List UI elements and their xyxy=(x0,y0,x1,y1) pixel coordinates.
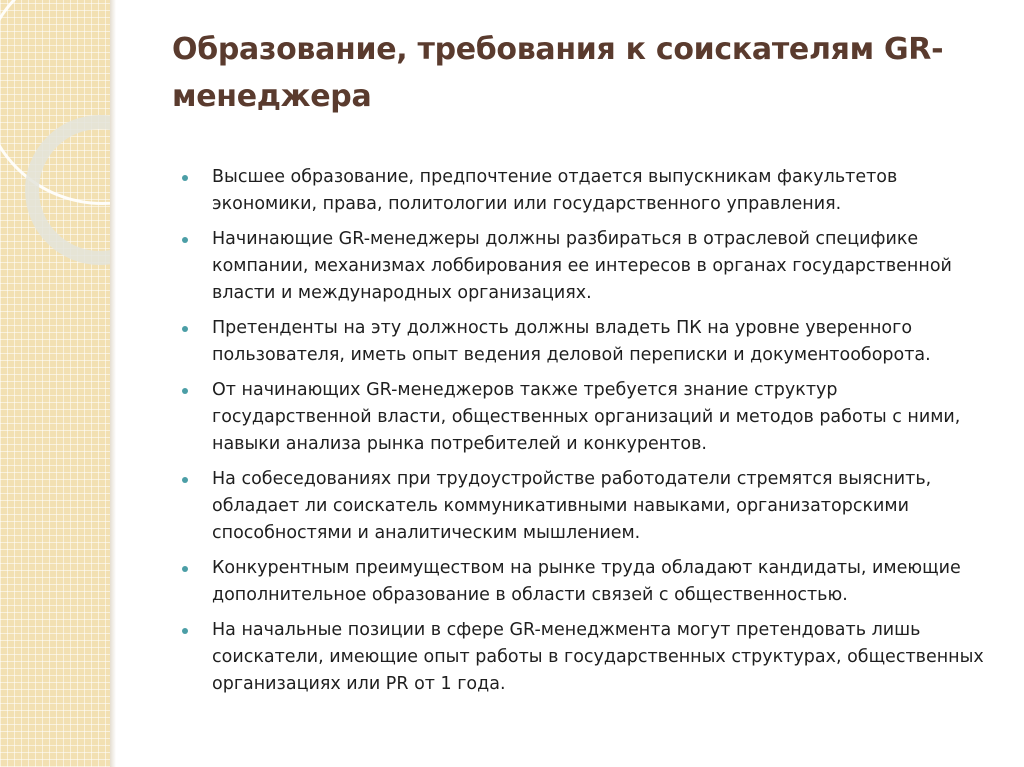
bullet-text: Конкурентным преимуществом на рынке труда обладают кандидаты, имеющие дополнительное образование в области связей с общественностью. xyxy=(212,558,961,605)
bullet-text: От начинающих GR-менеджеров также требуется знание структур государственной власти, общественных организаций и методов работы с ними, навыки анализа рынка потребителей и конкурентов. xyxy=(212,380,961,454)
bullet-item xyxy=(180,226,988,307)
bullet-dot-icon xyxy=(182,566,188,572)
bullet-item xyxy=(180,315,988,369)
bullet-dot-icon xyxy=(182,477,188,483)
bullet-item xyxy=(180,466,988,547)
bullet-dot-icon xyxy=(182,628,188,634)
bullet-dot-icon xyxy=(182,326,188,332)
bullet-text: На собеседованиях при трудоустройстве работодатели стремятся выяснить, обладает ли соискатель коммуникативными навыками, организаторскими способностями и аналитическим мышлением. xyxy=(212,469,932,543)
bullet-text: На начальные позиции в сфере GR-менеджмента могут претендовать лишь соискатели, имеющие опыт работы в государственных структурах, общественных организациях или PR от 1 года. xyxy=(212,620,984,694)
bullet-text: Начинающие GR-менеджеры должны разбираться в отраслевой специфике компании, механизмах лоббирования ее интересов в органах государственной власти и международных организациях. xyxy=(212,229,952,303)
bullet-item xyxy=(180,617,988,698)
bullet-item xyxy=(180,555,988,609)
bullet-dot-icon xyxy=(182,388,188,394)
slide-title: Образование, требования к соискателям GR-менеджера xyxy=(172,32,944,114)
bullet-text: Высшее образование, предпочтение отдается выпускникам факультетов экономики, права, политологии или государственного управления. xyxy=(212,167,898,214)
bullet-text: Претенденты на эту должность должны владеть ПК на уровне уверенного пользователя, иметь опыт ведения деловой переписки и документооборота. xyxy=(212,318,931,365)
bullet-dot-icon xyxy=(182,175,188,181)
bullet-list xyxy=(180,164,988,706)
bullet-item xyxy=(180,377,988,458)
bullet-dot-icon xyxy=(182,237,188,243)
bullet-item xyxy=(180,164,988,218)
